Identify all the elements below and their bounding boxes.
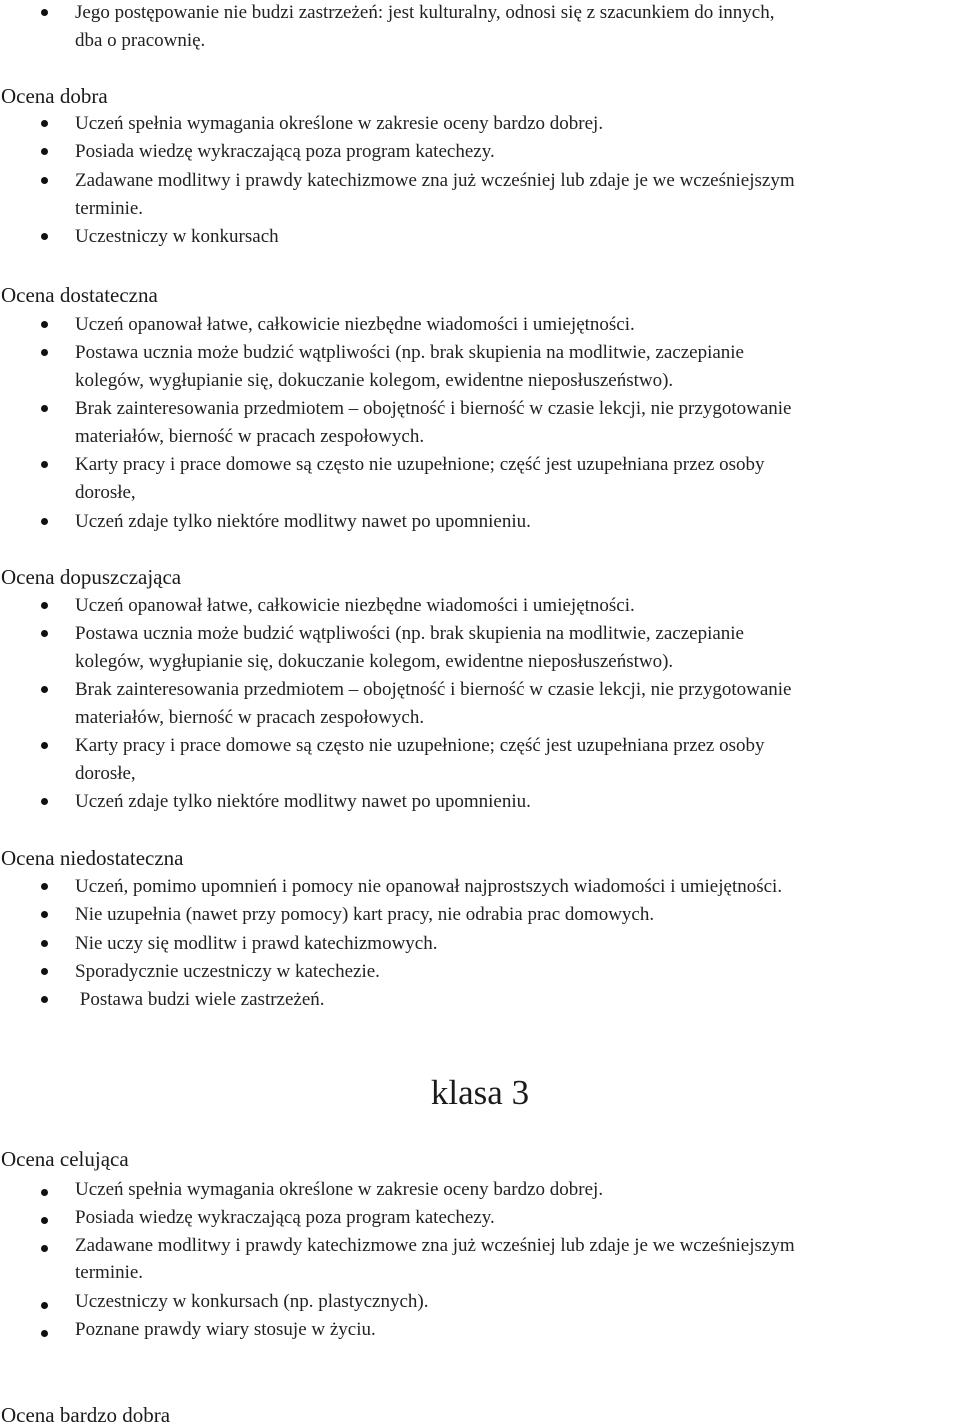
list-item-line: Nie uzupełnia (nawet przy pomocy) kart pracy, nie odrabia prac domowych. — [75, 904, 655, 925]
list-item-line: Uczeń spełnia wymagania określone w zakresie oceny bardzo dobrej. — [75, 113, 604, 134]
list-item-line: Jego postępowanie nie budzi zastrzeżeń: jest kulturalny, odnosi się z szacunkiem do innych, — [75, 2, 775, 23]
list-bullet — [41, 996, 48, 1003]
list-bullet — [41, 940, 48, 947]
grade-heading-dobra: Ocena dobra — [1, 84, 108, 108]
list-bullet — [41, 1217, 48, 1224]
list-item-line: Zadawane modlitwy i prawdy katechizmowe zna już wcześniej lub zdaje je we wcześniejszym — [75, 1235, 795, 1256]
list-item-line: Uczestniczy w konkursach — [75, 226, 279, 247]
list-item-line: dba o pracownię. — [75, 30, 206, 51]
list-item-line: Uczeń opanował łatwe, całkowicie niezbędne wiadomości i umiejętności. — [75, 595, 635, 616]
list-item-line: Uczestniczy w konkursach (np. plastycznych). — [75, 1291, 429, 1312]
list-item-line: Karty pracy i prace domowe są często nie uzupełnione; część jest uzupełniana przez osoby — [75, 454, 765, 475]
grade-heading-dopuszczajaca: Ocena dopuszczająca — [1, 565, 182, 589]
list-bullet — [41, 349, 48, 356]
list-bullet — [41, 883, 48, 890]
list-item-line: Uczeń, pomimo upomnień i pomocy nie opanował najprostszych wiadomości i umiejętności. — [75, 876, 783, 897]
list-item-line: Uczeń zdaje tylko niektóre modlitwy nawet po upomnieniu. — [75, 511, 531, 532]
list-item-line: Zadawane modlitwy i prawdy katechizmowe zna już wcześniej lub zdaje je we wcześniejszym — [75, 170, 795, 191]
list-item-line: Postawa ucznia może budzić wątpliwości (np. brak skupienia na modlitwie, zaczepianie — [75, 623, 744, 644]
list-bullet — [41, 1302, 48, 1309]
list-item-line: Brak zainteresowania przedmiotem – obojętność i bierność w czasie lekcji, nie przygotowanie — [75, 398, 792, 419]
list-item-line: kolegów, wygłupianie się, dokuczanie kolegom, ewidentne nieposłuszeństwo). — [75, 370, 674, 391]
list-bullet — [41, 968, 48, 975]
list-bullet — [41, 1245, 48, 1252]
list-item-line: dorosłe, — [75, 482, 136, 503]
list-item-line: Poznane prawdy wiary stosuje w życiu. — [75, 1319, 376, 1340]
list-bullet — [41, 1189, 48, 1196]
list-item-line: materiałów, bierność w pracach zespołowych. — [75, 707, 425, 728]
list-bullet — [41, 742, 48, 749]
list-item-line: Uczeń opanował łatwe, całkowicie niezbędne wiadomości i umiejętności. — [75, 314, 635, 335]
grade-heading-niedostateczna: Ocena niedostateczna — [1, 846, 184, 870]
list-bullet — [41, 321, 48, 328]
list-bullet — [41, 518, 48, 525]
list-bullet — [41, 461, 48, 468]
list-item-line: dorosłe, — [75, 763, 136, 784]
list-bullet — [41, 120, 48, 127]
list-item-line: Uczeń spełnia wymagania określone w zakresie oceny bardzo dobrej. — [75, 1179, 604, 1200]
list-bullet — [41, 602, 48, 609]
list-bullet — [41, 911, 48, 918]
list-item-line: terminie. — [75, 198, 144, 219]
grade-heading-dostateczna: Ocena dostateczna — [1, 283, 158, 307]
section-title: klasa 3 — [430, 1073, 530, 1112]
list-item-line: Postawa budzi wiele zastrzeżeń. — [75, 989, 325, 1010]
list-bullet — [41, 686, 48, 693]
list-bullet — [41, 630, 48, 637]
list-bullet — [41, 1330, 48, 1337]
grade-heading-celujaca: Ocena celująca — [1, 1147, 129, 1171]
list-item-line: Posiada wiedzę wykraczającą poza program katechezy. — [75, 141, 495, 162]
list-bullet — [41, 148, 48, 155]
list-item-line: Uczeń zdaje tylko niektóre modlitwy nawet po upomnieniu. — [75, 791, 531, 812]
list-item-line: Sporadycznie uczestniczy w katechezie. — [75, 961, 380, 982]
grade-heading-bardzo-dobra: Ocena bardzo dobra — [1, 1403, 171, 1427]
list-bullet — [41, 798, 48, 805]
list-bullet — [41, 233, 48, 240]
list-item-line: Karty pracy i prace domowe są często nie uzupełnione; część jest uzupełniana przez osoby — [75, 735, 765, 756]
list-item-line: terminie. — [75, 1262, 144, 1283]
list-item-line: Nie uczy się modlitw i prawd katechizmowych. — [75, 933, 438, 954]
list-item-line: kolegów, wygłupianie się, dokuczanie kolegom, ewidentne nieposłuszeństwo). — [75, 651, 674, 672]
list-bullet — [41, 177, 48, 184]
list-item-line: materiałów, bierność w pracach zespołowych. — [75, 426, 425, 447]
list-bullet — [41, 405, 48, 412]
list-bullet — [41, 9, 48, 16]
list-item-line: Brak zainteresowania przedmiotem – obojętność i bierność w czasie lekcji, nie przygotowanie — [75, 679, 792, 700]
list-item-line: Postawa ucznia może budzić wątpliwości (np. brak skupienia na modlitwie, zaczepianie — [75, 342, 744, 363]
list-item-line: Posiada wiedzę wykraczającą poza program katechezy. — [75, 1207, 495, 1228]
